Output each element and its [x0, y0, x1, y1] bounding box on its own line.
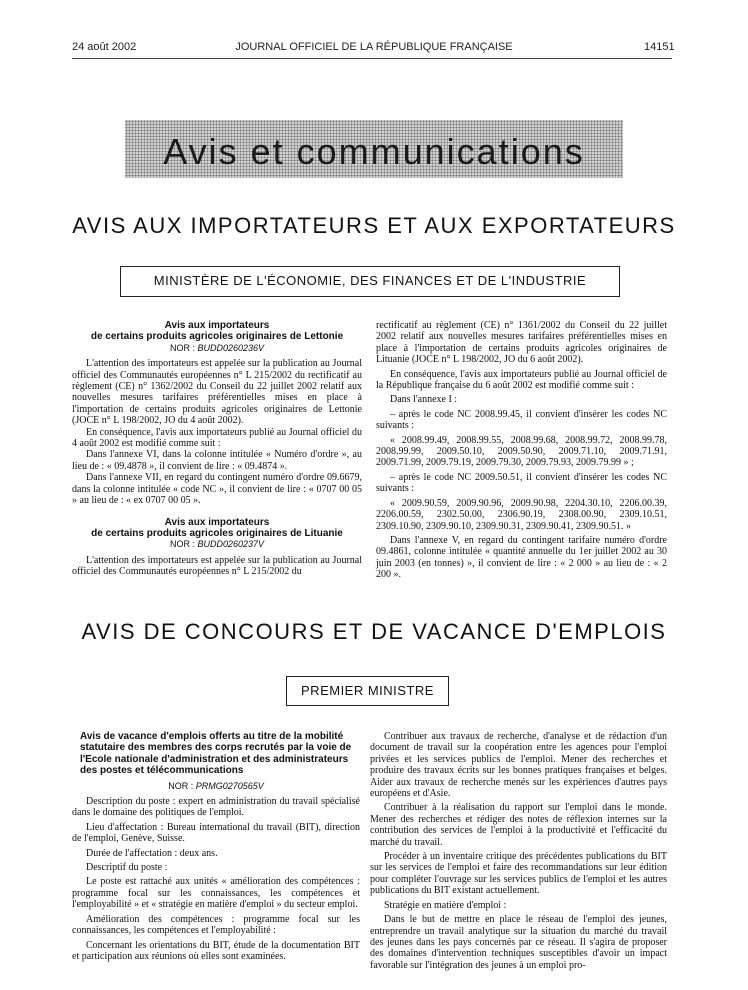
- section-title-concours: AVIS DE CONCOURS ET DE VACANCE D'EMPLOIS: [81, 619, 667, 644]
- notice-subheading: de certains produits agricoles originaires de Lettonie: [90, 331, 344, 343]
- paragraph: Amélioration des compétences : programme focal sur les connaissances, les compétences et l'employabilité :: [72, 913, 360, 937]
- paragraph: Description du poste : expert en administration du travail spécialisé dans le domaine des politiques de l'emploi.: [72, 796, 360, 819]
- paragraph: Durée de l'affectation : deux ans.: [86, 847, 218, 859]
- ministry-box: [120, 266, 620, 297]
- ministry-box: [286, 676, 449, 706]
- notice-subheading: de certains produits agricoles originaires de Lituanie: [91, 527, 343, 539]
- paragraph: – après le code NC 2008.99.45, il convient d'insérer les codes NC suivants :: [376, 408, 667, 432]
- journal-title: JOURNAL OFFICIEL DE LA RÉPUBLIQUE FRANÇAISE: [235, 41, 513, 53]
- paragraph: En conséquence, l'avis aux importateurs publié au Journal officiel du 4 août 2002 est modifié comme suit :: [72, 426, 362, 450]
- paragraph: « 2009.90.59, 2009.90.96, 2009.90.98, 2204.30.10, 2206.00.39, 2206.00.59, 2302.50.00, 2306.90.19, 2308.00.90, 2309.10.51, 2309.10.90, 2309.90.10, 2309.90.31, 2309.90.41, 2309.90.51. »: [376, 497, 667, 532]
- paragraph: « 2008.99.49, 2008.99.55, 2008.99.68, 2008.99.72, 2008.99.78, 2008.99.99, 2009.50.10, 2009.50.90, 2009.71.10, 2009.71.91, 2009.71.99, 2009.79.19, 2009.79.30, 2009.79.93, 2009.79.99 » ;: [376, 434, 667, 469]
- page-number: 14151: [644, 41, 675, 53]
- paragraph: L'attention des importateurs est appelée sur la publication au Journal officiel des Communautés européennes n° L 215/2002 du: [72, 554, 362, 578]
- paragraph: Contribuer aux travaux de recherche, d'analyse et de rédaction d'un document de travail sur la coopération entre les agences pour l'emploi privées et les services publics de l'emploi. Mener des recherches et produire des travaux écrits sur les bonnes pratiques françaises et belges. Aider aux travaux de recherche menés sur les expériences d'autres pays européens et d'Asie.: [370, 731, 667, 800]
- paragraph: Dans l'annexe V, en regard du contingent tarifaire numéro d'ordre 09.4861, colonne intitulée « quantité annuelle du 1er juillet 2002 au 30 juin 2003 (en tonnes) », il convient de lire : « 2 000 » au lieu de : « 2 200 ».: [376, 534, 667, 581]
- notice-heading: Avis de vacance d'emplois offerts au titre de la mobilité statutaire des membres des corps recrutés par la voie de l'Ecole nationale d'administration et des administrateurs des postes et télécommunications: [80, 731, 352, 777]
- paragraph: – après le code NC 2009.50.51, il convient d'insérer les codes NC suivants :: [376, 471, 667, 495]
- paragraph: Lieu d'affectation : Bureau international du travail (BIT), direction de l'emploi, Genève, Suisse.: [72, 821, 360, 845]
- header-rule: [72, 58, 672, 59]
- nor-reference: NOR : PRMG0270565V: [168, 780, 264, 791]
- column-right-top: [376, 320, 667, 581]
- paragraph: Stratégie en matière d'emploi :: [384, 899, 507, 911]
- paragraph: Dans l'annexe VI, dans la colonne intitulée « Numéro d'ordre », au lieu de : « 09.4878 », il convient de lire : « 09.4874 ».: [72, 449, 362, 472]
- banner-title: Avis et communications: [163, 131, 585, 172]
- paragraph: Dans le but de mettre en place le réseau de l'emploi des jeunes, entreprendre un travail analytique sur la situation du marché du travail des jeunes dans les pays concernés par ce réseau. Il s'agira de proposer des domaines d'intervention techniques susceptibles d'avoir un impact favorable sur l'intégration des jeunes à un emploi pro-: [370, 914, 667, 971]
- column-right-bottom: [370, 731, 667, 971]
- column-left-bottom: [72, 731, 360, 962]
- issue-date: 24 août 2002: [72, 41, 137, 53]
- notice-heading: Avis aux importateurs: [164, 320, 270, 331]
- paragraph: L'attention des importateurs est appelée sur la publication au Journal officiel des Communautés européennes n° L 215/2002 du rectificatif au règlement (CE) n° 1362/2002 du Conseil du 22 juillet 2002 relatif aux nouvelles mesures tarifaires préférentielles mises en place à l'importation de certains produits agricoles originaires de Lettonie (JOCE n° L 198/2002, JO du 4 août 2002).: [72, 358, 362, 427]
- paragraph: Le poste est rattaché aux unités « amélioration des compétences : programme focal sur les connaissances, les compétences et l'employabilité » et « stratégie en matière d'emploi » du secteur emploi.: [72, 876, 360, 911]
- paragraph: rectificatif au règlement (CE) n° 1361/2002 du Conseil du 22 juillet 2002 relatif aux nouvelles mesures tarifaires préférentielles mises en place à l'importation de certains produits agricoles originaires de Lituanie (JOCE n° L 198/2002, JO du 6 août 2002).: [376, 320, 667, 366]
- nor-reference: NOR : BUDD0260236V: [169, 342, 265, 353]
- nor-reference: NOR : BUDD0260237V: [169, 539, 265, 550]
- paragraph: Descriptif du poste :: [86, 862, 168, 874]
- paragraph: Procéder à un inventaire critique des précédentes publications du BIT sur les services de l'emploi et faire des recommandations sur leur édition pour compléter l'ouvrage sur les services publics de l'emploi et les autres publications du BIT existant actuellement.: [370, 851, 667, 897]
- section-title-importateurs: AVIS AUX IMPORTATEURS ET AUX EXPORTATEURS: [72, 213, 676, 238]
- paragraph: Dans l'annexe I :: [390, 394, 458, 406]
- section-banner: [125, 120, 623, 178]
- paragraph: Contribuer à la réalisation du rapport sur l'emploi dans le monde. Mener des recherches et rédiger des notes de réflexion internes sur la contribution des services de l'emploi à la productivité et l'efficacité du marché du travail.: [370, 802, 667, 848]
- notice-heading: Avis aux importateurs: [164, 516, 270, 528]
- column-left-top: [72, 320, 362, 578]
- ministry-name: MINISTÈRE DE L'ÉCONOMIE, DES FINANCES ET DE L'INDUSTRIE: [153, 273, 587, 288]
- paragraph: En conséquence, l'avis aux importateurs publié au Journal officiel de la République française du 6 août 2002 est modifié comme suit :: [376, 368, 667, 392]
- ministry-name: PREMIER MINISTRE: [301, 683, 434, 698]
- paragraph: Dans l'annexe VII, en regard du contingent numéro d'ordre 09.6679, dans la colonne intitulée « code NC », il convient de lire : « 0707 00 05 » au lieu de : « ex 0707 00 05 ».: [72, 472, 362, 507]
- paragraph: Concernant les orientations du BIT, étude de la documentation BIT et participation aux réunions où elles sont examinées.: [72, 939, 360, 962]
